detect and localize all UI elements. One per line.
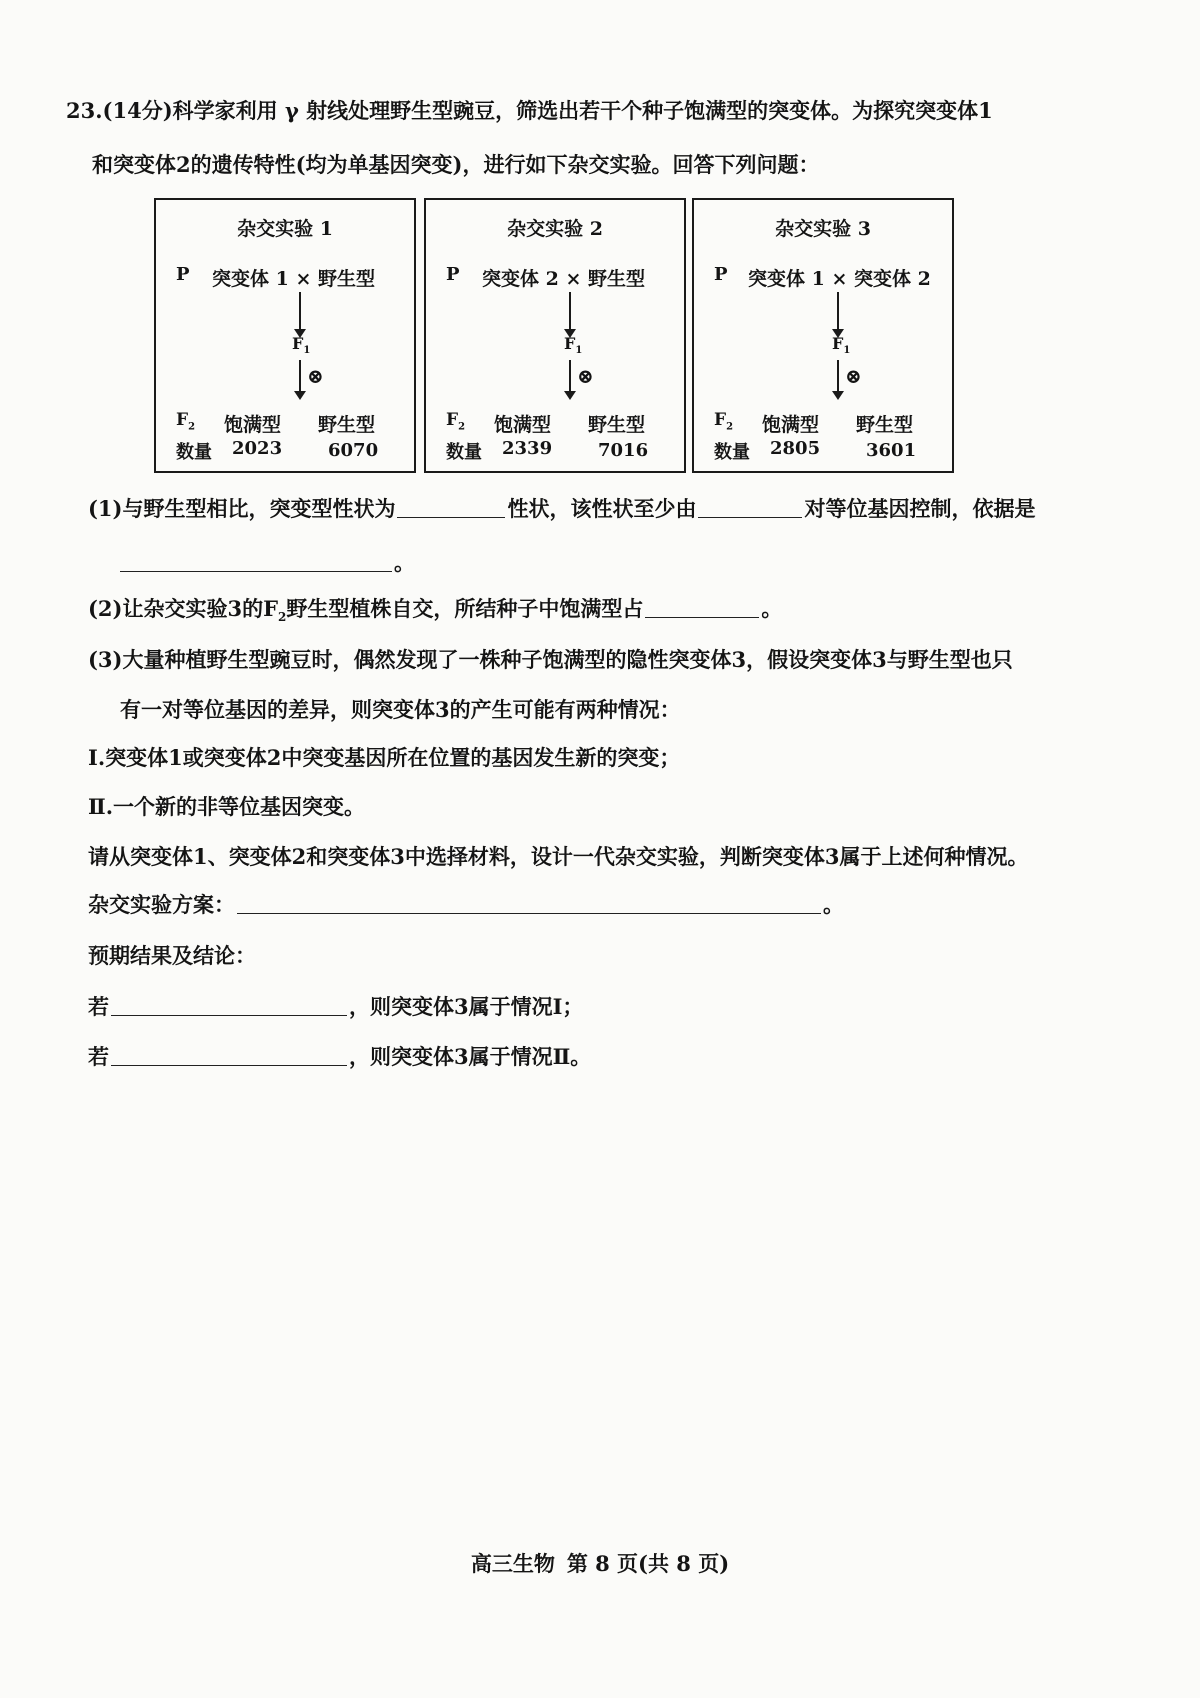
results-label-line [88,943,256,968]
f2-label [176,410,195,432]
part-2-text-a: (2)让杂交实验3的F [88,596,279,621]
part-3-text1: (3)大量种植野生型豌豆时，偶然发现了一株种子饱满型的隐性突变体3，假设突变体3与野生型也只 [88,647,1013,672]
f1-sub: 1 [575,345,583,357]
parent-generation-label: P [446,264,460,285]
f1-letter: F [832,334,844,353]
down-arrow-icon [837,360,839,394]
f2-sub: 2 [458,421,466,433]
selfing-symbol-icon: ⊗ [577,364,594,388]
experiment-1-cross: 突变体 1 × 野生型 [212,268,375,290]
part-3-line2 [120,697,681,722]
part-2-sub: 2 [278,610,287,625]
experiment-1-title: 杂交实验 1 [237,218,333,240]
experiment-3-title: 杂交实验 3 [775,218,871,240]
part-3-line1 [88,647,1013,672]
down-arrow-icon [837,292,839,332]
footer-page: 第 8 页(共 8 页) [566,1551,730,1576]
f2-letter: F [714,410,727,430]
answer-blank-1b[interactable] [698,497,802,518]
case-1-text: Ⅰ.突变体1或突变体2中突变基因所在位置的基因发生新的突变； [88,745,681,770]
case-2-line [88,794,365,819]
quantity-label: 数量 [714,442,750,463]
part-2-end: 。 [761,596,783,621]
f2-sub: 2 [726,421,734,433]
quantity-label: 数量 [446,442,482,463]
quantity-label: 数量 [176,442,212,463]
part-1-line [88,496,1035,521]
plump-count: 2805 [770,438,821,459]
down-arrow-icon [299,292,301,332]
f2-label [446,410,465,432]
experiment-2-cross: 突变体 2 × 野生型 [482,268,645,290]
f1-label [564,334,582,356]
wild-phenotype-label: 野生型 [856,414,914,436]
cross-experiment-1-box [154,198,416,473]
scheme-label: 杂交实验方案： [88,892,235,917]
question-intro-text2: 和突变体2的遗传特性(均为单基因突变)，进行如下杂交实验。回答下列问题： [92,152,820,177]
result-2-line [88,1044,591,1069]
case-1-line [88,745,680,770]
cross-experiment-3-box [692,198,954,473]
footer-subject: 高三生物 [470,1551,555,1576]
f1-label [292,334,310,356]
f1-letter: F [564,334,576,353]
page-footer [0,1548,1200,1578]
question-intro-line2 [92,152,819,177]
part-1-text-a: (1)与野生型相比，突变型性状为 [88,496,396,521]
experiment-2-title: 杂交实验 2 [507,218,603,240]
part-1-end: 。 [394,550,415,575]
question-number: 23. [66,98,103,123]
wild-phenotype-label: 野生型 [588,414,646,436]
answer-blank-result-1[interactable] [111,995,347,1016]
down-arrow-icon [569,292,571,332]
result-2-tail: ，则突变体3属于情况Ⅱ。 [349,1044,592,1069]
parent-generation-label: P [176,264,190,285]
result-1-tail: ，则突变体3属于情况Ⅰ； [349,994,584,1019]
plump-phenotype-label: 饱满型 [494,414,552,436]
answer-blank-1a[interactable] [397,497,505,518]
part-2-line [88,596,782,625]
if-word: 若 [88,1044,109,1069]
down-arrow-icon [299,360,301,394]
part-1-text-c: 对等位基因控制，依据是 [804,496,1036,521]
wild-count: 6070 [328,440,379,461]
down-arrow-icon [569,360,571,394]
answer-blank-2[interactable] [645,597,759,618]
answer-blank-1c[interactable] [120,551,392,572]
wild-count: 3601 [866,440,917,461]
plump-phenotype-label: 饱满型 [224,414,282,436]
f1-label [832,334,850,356]
parent-generation-label: P [714,264,728,285]
results-label: 预期结果及结论： [88,943,256,968]
if-word: 若 [88,994,109,1019]
part-2-text-b: 野生型植株自交，所结种子中饱满型占 [286,596,644,621]
part-1-line2 [118,550,415,575]
result-1-line [88,994,583,1019]
f2-sub: 2 [188,421,196,433]
part-1-text-b: 性状，该性状至少由 [507,496,697,521]
question-intro-text1: (14分)科学家利用 γ 射线处理野生型豌豆，筛选出若干个种子饱满型的突变体。为探究突变体1 [102,98,993,123]
instruction-line [88,844,1028,869]
case-2-text: Ⅱ.一个新的非等位基因突变。 [88,794,366,819]
part-3-text2: 有一对等位基因的差异，则突变体3的产生可能有两种情况： [120,697,681,722]
selfing-symbol-icon: ⊗ [845,364,862,388]
wild-count: 7016 [598,440,649,461]
f1-letter: F [292,334,304,353]
f2-letter: F [446,410,459,430]
f2-letter: F [176,410,189,430]
experiment-3-cross: 突变体 1 × 突变体 2 [748,268,931,290]
plump-count: 2023 [232,438,283,459]
f1-sub: 1 [303,345,311,357]
scheme-line [88,892,844,917]
answer-blank-scheme[interactable] [237,893,821,914]
f1-sub: 1 [843,345,851,357]
selfing-symbol-icon: ⊗ [307,364,324,388]
instruction-text: 请从突变体1、突变体2和突变体3中选择材料，设计一代杂交实验，判断突变体3属于上述何种情况。 [88,844,1029,869]
plump-count: 2339 [502,438,553,459]
question-intro-line1 [66,98,993,123]
wild-phenotype-label: 野生型 [318,414,376,436]
scheme-end: 。 [823,892,844,917]
answer-blank-result-2[interactable] [111,1045,347,1066]
plump-phenotype-label: 饱满型 [762,414,820,436]
f2-label [714,410,733,432]
cross-experiment-2-box [424,198,686,473]
